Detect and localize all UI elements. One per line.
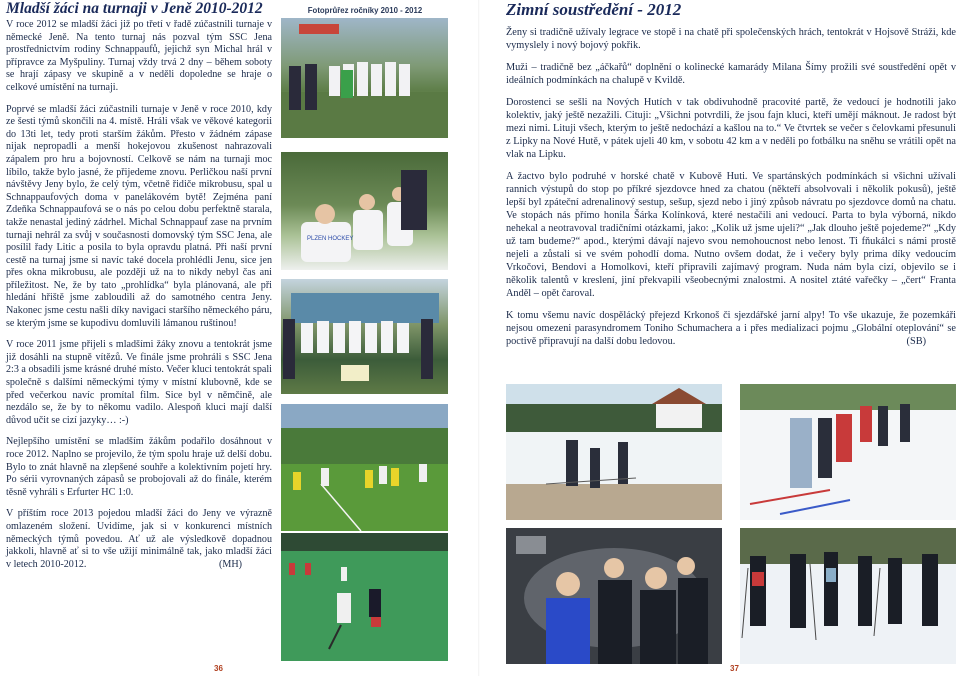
article-paragraph	[6, 508, 272, 571]
left-article	[6, 0, 272, 571]
match-photo-1-scene	[281, 404, 448, 531]
article-paragraph: Dorostenci se sešli na Nových Hutích v tak obdivuhodně pracovité partě, že vedoucí je hodnotili jako kolektiv, jaký ještě nezažili. Cituji: „Všichni potvrdili, že jsou fajn kluci, kteří umějí máknout. Je radost být mezi nimi. Lituji všech, kterým to ještě nedochází a kašlou na to.“ Ve čtvrtek se večer s čelovkami přesunuli z Lipky na Nové Hutě, v pátek ujeli 40 km, v sobotu 42 km a v neděli po fotbálku na sněhu se vrátili opět na vlak na Lipku.	[506, 97, 956, 160]
winter-photo-skiers-group-scene	[740, 384, 956, 520]
photo-strip	[281, 0, 449, 18]
article-title-jena: Mladší žáci na turnaji v Jeně 2010-2012	[6, 0, 263, 17]
page-number-right: 37	[730, 664, 739, 673]
team-photo-2011-scene	[281, 152, 448, 270]
article-paragraph: V roce 2012 se mladší žáci již po třetí v řadě zúčastnili turnaje v německé Jeně. Na tento turnaj nás pozval tým SSC Jena prostřednictvím rodiny Schnappaufů, jejichž syn Michal hrál v přípravce za Myšpuliny. Turnaj vždy trvá 2 dny – během soboty se hrají zápasy ve skupině a v neděli dopoledne se hraje o celkové umístění na turnaji.	[6, 19, 272, 93]
winter-photo-cross-country	[740, 528, 956, 664]
winter-photo-night-group	[506, 528, 722, 664]
team-photo-2011	[281, 152, 448, 270]
article-paragraph: Poprvé se mladší žáci zúčastnili turnaje v Jeně v roce 2010, kdy ze šesti týmů skončili na 4. místě. Hráli však ve věkové kategorii do 13ti let, tedy proti starším žákům. Přesto v žádném zápase nijak nepropadli a menší hokejovou zkušenost nahrazovali zápalem pro hru a bojovností. Celkově se nám na turnaji moc líbilo, takže bylo jasné, že přijedeme znovu. Perličkou naší první návštěvy Jeny bylo, že celý tým, včetně řidiče mikrobusu, spal u Schnappaufových doma v panelákovém bytě! Zejména paní Zdeňka Schnappaufová se o nás po celou dobu perfektně starala, takže nenastal jediný zádrhel. Michal Schnappauf zase na prvním turnaji nehrál za svůj v současnosti domovský tým SSC Jena, ale posílil řady Litic a posila to byla opravdu platná. Při naší první cestě na turnaj jsme si navíc také docela prohlédli Jenu, sice jen přes okna mikrobusu, ale později už na to nikdy nebyl čas ani příležitost. Ne, že by tato „prohlídka“ byla plánovaná, ale při hledání hřiště jsme zabloudili až do samotného centra Jeny. Nakonec jsme cestu našli díky navigaci staršího německého páru, se kterým jsme se kupodivu domluvili lámanou ruštinou!	[6, 103, 272, 329]
article-paragraph: V roce 2011 jsme přijeli s mladšími žáky znovu a tentokrát jsme již dosáhli na stupně vítězů. Ve finále jsme prohráli s SSC Jena 2:3 a obsadili jsme krásné druhé místo. Večer kluci tentokrát spali společně s dalšími německými týmy v místní klubovně, kde se před večerkou navíc promítal film. Sice byl v němčině, ale nezdálo se, že by to někomu vadilo. Alespoň kluci mají další důvod učit se cizí jazyky… :-)	[6, 339, 272, 426]
winter-photo-chalet	[506, 384, 722, 520]
match-photo-2-scene	[281, 533, 448, 661]
article-paragraph	[506, 309, 956, 348]
page-spine	[478, 0, 480, 676]
winter-photo-cross-country-scene	[740, 528, 956, 664]
page-number-left: 36	[214, 664, 223, 673]
article-paragraph: A žactvo bylo podruhé v horské chatě v Kubově Huti. Ve spartánských podmínkách si všichni užívali rannich výstupů do stop po příkré sjezdovce hned za chatou (někteří absolvovali i několik pokusů), ještě lepší byl zpáteční adrenalinový sestup, sešup, sjezd nebo i jiný způsob návratu po sjezdovce domů na chatu. Ve stopách nás přímo honila Šárka Kolínková, které nestačili ani vedoucí. Parta to byla výborná, nikdo nehekal a neotravoval tradičními otázkami, jako: „Kolik už jsme ujeli?“ „Jak dlouho ještě pojedeme?“ „Kdy už tam budeme?“ apod., kterými dávají najevo svou nemohoucnost nebo lenost. Ti fňukálci s námi prostě nejeli a zůstali si ve svém pohodlí doma. Nutno ovšem dodat, že i večery byly prima díky vedoucím Vrkočovi, Bendovi a Homolkovi, kteří připravili zajímavý program. Nuda nám byla cizí, objevilo se i několik talentů v kreslení, jiní překvapili všeobecnými znalostmi. A nositel ztáté vařečky – „čert“ Franta Anděl – opět čaroval.	[506, 171, 956, 299]
author-signature: (SB)	[906, 336, 926, 347]
winter-photo-night-group-scene	[506, 528, 722, 664]
photo-strip-caption: Fotoprůřez ročníky 2010 - 2012	[307, 6, 423, 15]
article-title-winter-camp: Zimní soustředění - 2012	[506, 0, 682, 19]
article-paragraph-text: K tomu všemu navíc dospělácký přejezd Krkonoš či sjezdářské jarní alpy! To vše ukazuje, že pozemkáři nejsou omezeni parasyndromem Toniho Schumachera a i přes medializaci pojmu „Globální oteplování“ se poctivě připravují na další dobu ledovou.	[506, 310, 956, 347]
team-photo-2010-scene	[281, 18, 448, 138]
article-paragraph-text: V příštím roce 2013 pojedou mladší žáci do Jeny ve výrazně omlazeném složení. Uvidíme, jak si v konkurenci místních německých týmů povedou. Ať už ale výsledkově dopadnou jakkoli, hlavně ať si to vše užijí minimálně tak, jako mladší žáci v letech 2010-2012.	[6, 508, 272, 570]
author-signature: (MH)	[219, 558, 242, 570]
match-photo-1	[281, 404, 448, 531]
winter-photo-skiers-group	[740, 384, 956, 520]
svg-text:PLZEN HOCKEY: PLZEN HOCKEY	[307, 236, 354, 242]
team-photo-2012-scene	[281, 279, 448, 394]
team-photo-2010	[281, 18, 448, 138]
match-photo-2	[281, 533, 448, 661]
team-photo-2012	[281, 279, 448, 394]
winter-photo-chalet-scene	[506, 384, 722, 520]
article-paragraph: Nejlepšího umístění se mladším žákům podařilo dosáhnout v roce 2012. Naplno se projevilo, že tým spolu hraje už delší dobu. Bylo to znát hlavně na zlepšené souhře a kolektivním pojetí hry. Po sérii vyrovnaných zápasů se probojovali až do finále, kterém těsně vyhráli s Erfurter HC 1:0.	[6, 436, 272, 498]
article-paragraph: Ženy si tradičně užívaly legrace ve stopě i na chatě při společenských hrách, tentokrát v Hojsově Stráži, kde vymyslely i nový bojový pokřik.	[506, 27, 956, 51]
right-article	[506, 0, 956, 348]
article-paragraph: Muži – tradičně bez „áčkařů“ doplnění o kolinecké kamarády Milana Šímy prožili své soustředění opět v ideálních podmínkách na chalupě v Kvildě.	[506, 62, 956, 86]
